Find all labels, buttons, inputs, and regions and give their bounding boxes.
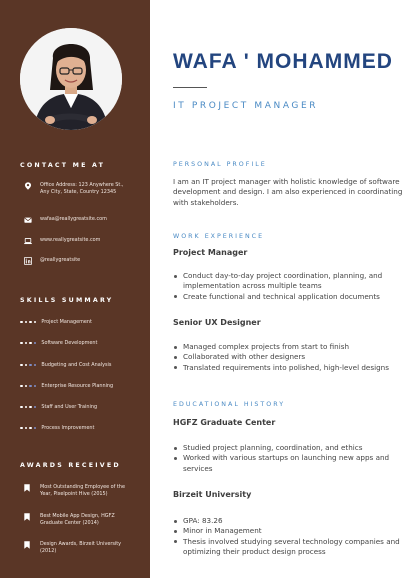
laptop-icon bbox=[24, 237, 32, 245]
skill-item bbox=[20, 362, 111, 368]
school-bullets bbox=[173, 443, 405, 474]
award-label: Best Mobile App Design, HGFZ Graduate Center (2014) bbox=[40, 513, 115, 526]
skill-rating bbox=[20, 406, 36, 409]
bullet-item: Collaborated with other designers bbox=[173, 352, 405, 362]
award-label: Most Outstanding Employee of the Year, Pixelpoint Hive (2015) bbox=[40, 484, 125, 497]
email-link[interactable]: wafaa@reallygreatsite.com bbox=[40, 216, 107, 222]
rating-dot bbox=[20, 321, 23, 324]
rating-dot bbox=[34, 364, 37, 367]
job-bullets bbox=[173, 271, 405, 302]
bullet-item: Minor in Management bbox=[173, 526, 405, 536]
job-role: IT PROJECT MANAGER bbox=[173, 101, 319, 111]
award-item bbox=[24, 513, 135, 527]
linkedin-icon bbox=[24, 257, 32, 265]
rating-dot bbox=[29, 427, 32, 430]
website-link[interactable]: www.reallygreatsite.com bbox=[40, 237, 101, 243]
rating-dot bbox=[25, 427, 28, 430]
bookmark-icon bbox=[24, 513, 30, 521]
skill-label: Process Improvement bbox=[41, 425, 95, 431]
job-title: Senior UX Designer bbox=[173, 318, 261, 327]
rating-dot bbox=[34, 427, 37, 430]
bullet-item: Translated requirements into polished, high-level designs bbox=[173, 363, 405, 373]
contact-heading: CONTACT ME AT bbox=[20, 162, 106, 169]
profile-photo bbox=[20, 28, 122, 130]
rating-dot bbox=[25, 342, 28, 345]
bullet-item: Worked with various startups on launching new apps and services bbox=[173, 453, 405, 474]
job-bullets bbox=[173, 342, 405, 373]
bullet-item: Conduct day-to-day project coordination, planning, and implementation across multiple teams bbox=[173, 271, 405, 292]
address-text: Office Address: 123 Anywhere St., Any City, State, Country 12345 bbox=[40, 182, 124, 195]
rating-dot bbox=[25, 364, 28, 367]
bullet-item: Thesis involved studying several technology companies and optimizing their product design process bbox=[173, 537, 405, 558]
award-label: Design Awards, Birzeit University (2012) bbox=[40, 541, 122, 554]
skill-item bbox=[20, 404, 97, 410]
award-item bbox=[24, 541, 135, 555]
profile-heading: PERSONAL PROFILE bbox=[173, 161, 267, 168]
rating-dot bbox=[29, 406, 32, 409]
bullet-item: Create functional and technical application documents bbox=[173, 292, 405, 302]
bullet-item: Managed complex projects from start to finish bbox=[173, 342, 405, 352]
rating-dot bbox=[29, 364, 32, 367]
rating-dot bbox=[20, 342, 23, 345]
rating-dot bbox=[25, 321, 28, 324]
rating-dot bbox=[20, 406, 23, 409]
rating-dot bbox=[34, 321, 37, 324]
skill-item bbox=[20, 340, 97, 346]
skill-rating bbox=[20, 321, 36, 324]
contact-social bbox=[24, 257, 80, 265]
school-title: Birzeit University bbox=[173, 490, 252, 499]
social-handle[interactable]: @reallygreatsite bbox=[40, 257, 81, 263]
rating-dot bbox=[20, 385, 23, 388]
job-title: Project Manager bbox=[173, 248, 248, 257]
skill-label: Budgeting and Cost Analysis bbox=[41, 362, 112, 368]
rating-dot bbox=[20, 427, 23, 430]
skill-label: Enterprise Resource Planning bbox=[41, 383, 114, 389]
profile-text: I am an IT project manager with holistic knowledge of software development and design. I am also experienced in coordinating with stakeholders. bbox=[173, 177, 403, 207]
contact-email bbox=[24, 216, 107, 224]
sidebar bbox=[0, 0, 150, 578]
bullet-item: Studied project planning, coordination, and ethics bbox=[173, 443, 405, 453]
skill-label: Project Management bbox=[41, 319, 92, 325]
award-item bbox=[24, 484, 135, 498]
skill-item bbox=[20, 383, 113, 389]
skill-rating bbox=[20, 427, 36, 430]
skill-label: Staff and User Training bbox=[41, 404, 98, 410]
skills-heading: SKILLS SUMMARY bbox=[20, 297, 114, 304]
rating-dot bbox=[25, 385, 28, 388]
skill-item bbox=[20, 319, 92, 325]
contact-website bbox=[24, 237, 100, 245]
contact-address bbox=[24, 182, 125, 196]
school-title: HGFZ Graduate Center bbox=[173, 418, 276, 427]
rating-dot bbox=[29, 342, 32, 345]
school-bullets bbox=[173, 516, 405, 557]
envelope-icon bbox=[24, 216, 32, 224]
name-divider bbox=[173, 87, 207, 88]
rating-dot bbox=[34, 342, 37, 345]
skill-label: Software Development bbox=[41, 340, 98, 346]
rating-dot bbox=[34, 406, 37, 409]
education-heading: EDUCATIONAL HISTORY bbox=[173, 401, 286, 408]
skill-rating bbox=[20, 342, 36, 345]
bookmark-icon bbox=[24, 541, 30, 549]
person-name: WAFA ' MOHAMMED bbox=[173, 50, 393, 73]
bookmark-icon bbox=[24, 484, 30, 492]
skill-item bbox=[20, 425, 94, 431]
rating-dot bbox=[29, 385, 32, 388]
rating-dot bbox=[29, 321, 32, 324]
bullet-item: GPA: 83.26 bbox=[173, 516, 405, 526]
skill-rating bbox=[20, 385, 36, 388]
awards-heading: AWARDS RECEIVED bbox=[20, 462, 121, 469]
experience-heading: WORK EXPERIENCE bbox=[173, 233, 265, 240]
skill-rating bbox=[20, 364, 36, 367]
rating-dot bbox=[34, 385, 37, 388]
rating-dot bbox=[20, 364, 23, 367]
location-pin-icon bbox=[24, 182, 32, 190]
rating-dot bbox=[25, 406, 28, 409]
